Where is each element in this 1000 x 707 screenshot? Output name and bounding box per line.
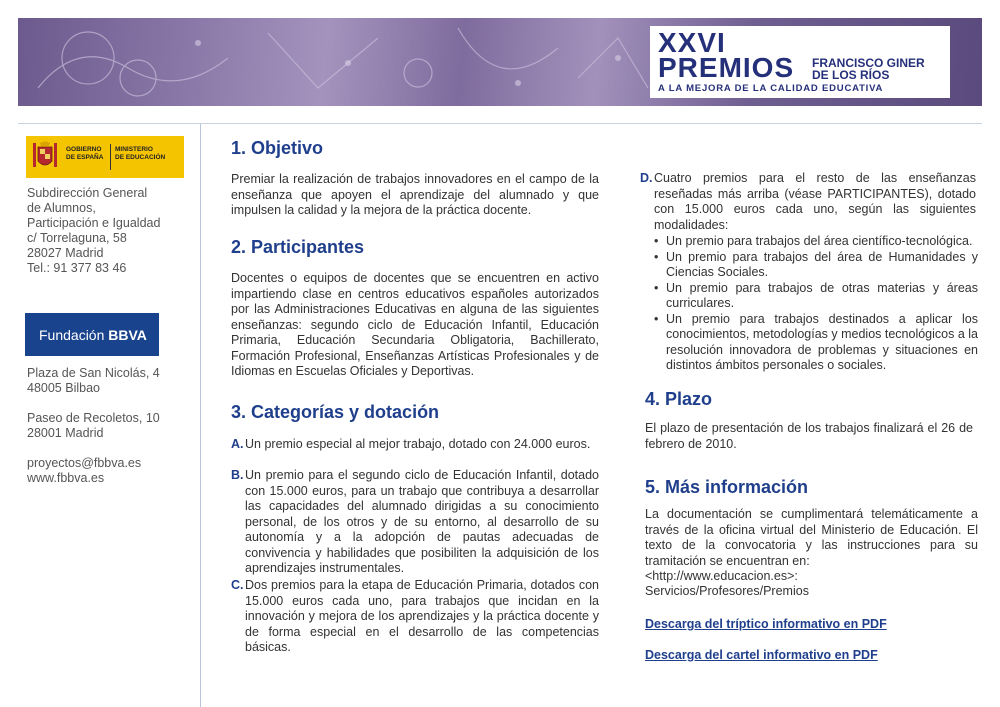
fbbva-logo: Fundación BBVA <box>25 313 159 356</box>
category-d: D. Cuatro premios para el resto de las enseñanzas reseñadas más arriba (véase PARTICIPANTES), dotado con 15.000 euros cada uno, según las siguientes modalidades: <box>640 171 976 232</box>
objetivo-text: Premiar la realización de trabajos innovadores en el campo de la enseñanza que apoyen el aprendizaje del alumnado y que impulsen la calidad y la mejora de la práctica docente. <box>231 172 599 217</box>
contact-info: proyectos@fbbva.es www.fbbva.es <box>27 456 142 485</box>
divider-vertical <box>200 124 201 707</box>
category-b: B. Un premio para el segundo ciclo de Educación Infantil, dotado con 15.000 euros, para un trabajo que contribuya a desarrollar las capacidades del alumnado dirigidas a su conocimiento personal, de los otros y de su entorno, al desarrollo de su autonomía y a la adopción de pautas adecuadas de convivencia y habilidades que posibiliten la adquisición de los aprendizajes instrumentales. <box>231 468 599 575</box>
award-name: FRANCISCO GINER DE LOS RÍOS <box>812 56 925 82</box>
download-triptico-link[interactable]: Descarga del tríptico informativo en PDF <box>645 617 887 631</box>
list-item: • Un premio para trabajos de otras materias y áreas curriculares. <box>654 281 978 312</box>
bilbao-address: Plaza de San Nicolás, 4 48005 Bilbao <box>27 366 160 395</box>
section-categorias-title: 3. Categorías y dotación <box>231 402 440 422</box>
ministry-address: Subdirección General de Alumnos, Participación e Igualdad c/ Torrelaguna, 58 28027 Madrid Tel.: 91 377 83 46 <box>27 186 161 275</box>
section-objetivo-title: 1. Objetivo <box>231 138 324 158</box>
info-text: La documentación se cumplimentará telemáticamente a través de la oficina virtual del Ministerio de Educación. El texto de la convocatoria y las instrucciones para su tramitación se encuentran en: <box>645 507 978 568</box>
section-plazo-title: 4. Plazo <box>645 389 713 409</box>
edition-number: XXVI <box>658 27 726 58</box>
info-path: Servicios/Profesores/Premios <box>645 584 809 598</box>
category-c: C. Dos premios para la etapa de Educación Primaria, dotados con 15.000 euros cada uno, para trabajos que incidan en la innovación y mejora de los aprendizajes y la práctica docente y de forma especial en el desarrollo de las competencias básicas. <box>231 578 599 654</box>
divider-horizontal <box>18 123 982 124</box>
info-url: <http://www.educacion.es>: <box>645 569 798 583</box>
ministry-label: MINISTERIO DE EDUCACIÓN <box>115 146 166 161</box>
award-tagline: A LA MEJORA DE LA CALIDAD EDUCATIVA <box>658 83 884 94</box>
section-info-title: 5. Más información <box>645 477 809 497</box>
ministry-logo <box>26 136 184 178</box>
plazo-text: El plazo de presentación de los trabajos finalizará el 26 de febrero de 2010. <box>645 421 973 451</box>
logo-separator <box>110 144 111 170</box>
list-item: • Un premio para trabajos del área de Humanidades y Ciencias Sociales. <box>654 250 978 281</box>
category-a: A. Un premio especial al mejor trabajo, dotado con 24.000 euros. <box>231 437 591 451</box>
download-cartel-link[interactable]: Descarga del cartel informativo en PDF <box>645 648 878 662</box>
list-item: • Un premio para trabajos del área científico-tecnológica. <box>654 234 978 250</box>
spain-coat-of-arms-icon <box>32 141 58 173</box>
modalidades-list <box>654 234 978 374</box>
list-item: • Un premio para trabajos destinados a aplicar los conocimientos, metodologías y medios tecnológicos a la resolución innovadora de problemas y situaciones en distintos ámbitos personales o sociales. <box>654 312 978 374</box>
madrid-address: Paseo de Recoletos, 10 28001 Madrid <box>27 411 160 440</box>
premios-word: PREMIOS <box>658 52 795 83</box>
awards-title <box>650 26 950 98</box>
gov-label: GOBIERNO DE ESPAÑA <box>66 146 104 161</box>
section-participantes-title: 2. Participantes <box>231 237 365 257</box>
participantes-text: Docentes o equipos de docentes que se encuentren en activo impartiendo clase en centros educativos españoles autorizados por las Administraciones Educativas en alguna de las siguientes enseñanzas: segundo ciclo de Educación Infantil, Educación Primaria, Educación Secundaria Obligatoria, Bachillerato, Formación Profesional, Enseñanzas Artísticas Profesionales y de Idiomas en Escuelas Oficiales y Deportivas. <box>231 271 599 378</box>
